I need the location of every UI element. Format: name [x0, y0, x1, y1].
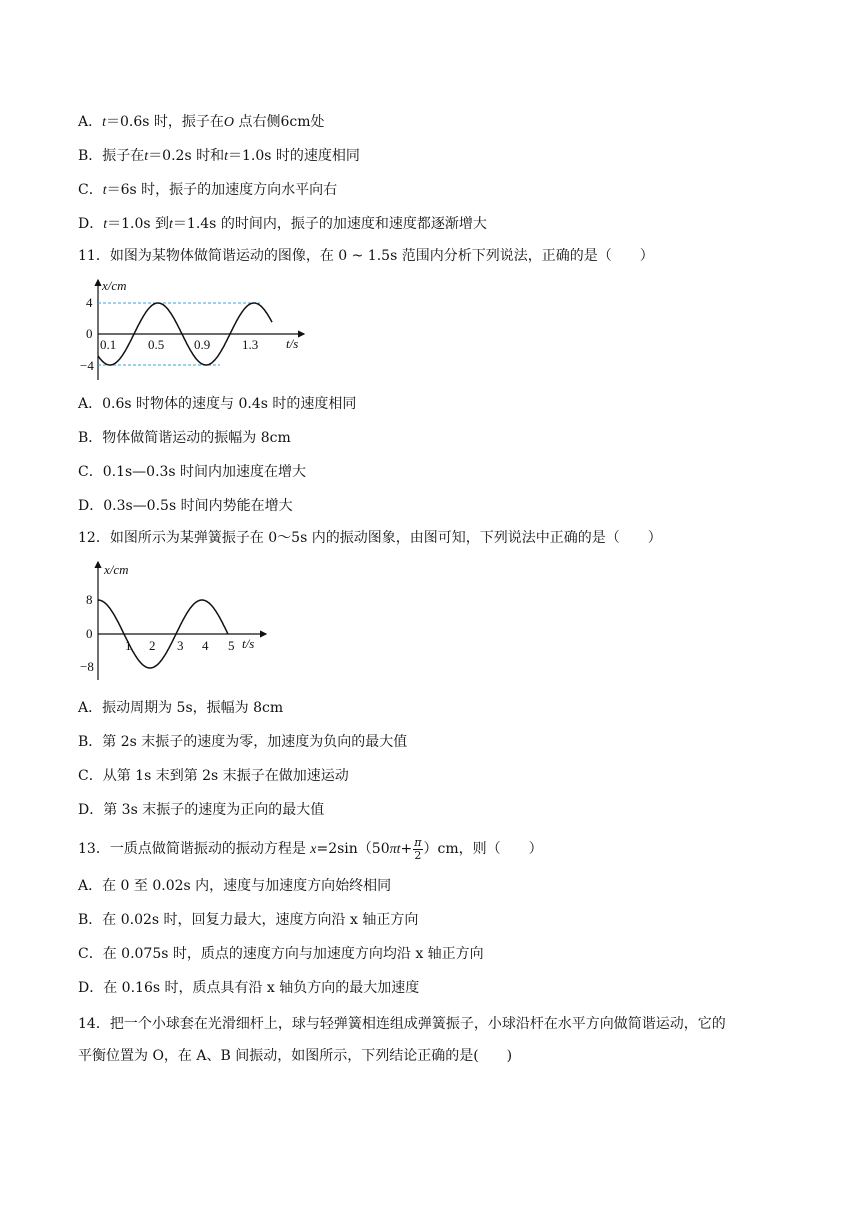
math-t: t [224, 149, 228, 164]
q12-ylabel: x/cm [104, 562, 129, 577]
q11-ytick-neg4: −4 [80, 358, 94, 373]
q12-xtick-4: 4 [202, 638, 209, 653]
q11-stem: 11．如图为某物体做简谐运动的图像，在 0 ~ 1.5s 范围内分析下列说法，正确的是（ ） [78, 248, 654, 264]
q12-ytick-0: 0 [86, 626, 93, 641]
q13-option-c: C．在 0.075s 时，质点的速度方向与加速度方向均沿 x 轴正方向 [78, 946, 484, 962]
q10-option-d [78, 214, 487, 235]
text: + [400, 841, 413, 857]
q11-ytick-4: 4 [86, 295, 93, 310]
text: ＝0.2s 时和 [148, 148, 225, 164]
opt-label: A． [78, 114, 103, 130]
math-t: t [102, 115, 107, 130]
math-o: O [223, 115, 235, 130]
q11-graph [80, 276, 320, 382]
q12-option-b: B．第 2s 末振子的速度为零，加速度为负向的最大值 [78, 734, 408, 750]
q11-xlabel: t/s [286, 336, 299, 351]
text: ＝6s 时，振子的加速度方向水平向右 [106, 182, 338, 198]
text: ＝1.0s 时的速度相同 [227, 148, 360, 164]
text: B．振子在 [78, 148, 145, 164]
text: ＝1.0s 到 [107, 216, 170, 232]
math-t: t [169, 217, 173, 232]
q11-ylabel: x/cm [102, 278, 127, 293]
text: ＝1.4s 的时间内，振子的加速度和速度都逐渐增大 [172, 216, 487, 232]
q12-xtick-5: 5 [228, 638, 235, 653]
q13-stem [78, 836, 543, 863]
q10-option-b [78, 146, 360, 167]
text: 6cm [280, 114, 311, 130]
q12-graph [80, 558, 270, 684]
frac-num: π [414, 835, 422, 849]
q12-option-c: C．从第 1s 末到第 2s 末振子在做加速运动 [78, 768, 349, 784]
q13-option-a: A．在 0 至 0.02s 内，速度与加速度方向始终相同 [78, 878, 392, 894]
text: ＝0.6s 时，振子在 [106, 114, 224, 130]
q14-stem-line2: 平衡位置为 O，在 A、B 间振动，如图所示，下列结论正确的是( ) [78, 1048, 513, 1064]
frac-den: 2 [414, 848, 422, 862]
q13-option-d: D．在 0.16s 时，质点具有沿 x 轴负方向的最大加速度 [78, 980, 420, 996]
text: ）cm，则（ ） [423, 841, 543, 857]
q11-option-c: C．0.1s—0.3s 时间内加速度在增大 [78, 464, 307, 480]
text: 点右侧 [234, 114, 281, 130]
opt-label: C． [78, 182, 103, 198]
text: =2sin（50 [316, 841, 390, 857]
q11-xtick-0.1: 0.1 [100, 337, 117, 352]
math-t: t [144, 149, 149, 164]
q12-xtick-2: 2 [149, 638, 156, 653]
math-x: x [310, 842, 317, 857]
opt-label: D． [78, 216, 104, 232]
q11-xtick-1.3: 1.3 [242, 337, 259, 352]
q12-ytick-neg8: −8 [80, 659, 94, 674]
q10-option-a [78, 112, 325, 133]
q11-xtick-0.5: 0.5 [148, 337, 165, 352]
q13-option-b: B．在 0.02s 时，回复力最大，速度方向沿 x 轴正方向 [78, 912, 419, 928]
q12-xtick-3: 3 [177, 638, 184, 653]
fraction-pi-over-2 [413, 837, 422, 862]
q11-option-d: D．0.3s—0.5s 时间内势能在增大 [78, 498, 293, 514]
q12-ytick-8: 8 [86, 592, 93, 607]
math-pit: πt [389, 842, 401, 857]
q12-option-d: D．第 3s 末振子的速度为正向的最大值 [78, 802, 325, 818]
q10-option-c [78, 180, 337, 201]
q11-option-a: A．0.6s 时物体的速度与 0.4s 时的速度相同 [78, 396, 357, 412]
q11-option-b: B．物体做简谐运动的振幅为 8cm [78, 430, 291, 446]
q11-ytick-0: 0 [86, 326, 93, 341]
text: 处 [310, 114, 325, 130]
q12-option-a: A．振动周期为 5s，振幅为 8cm [78, 700, 284, 716]
q12-xtick-1: 1 [125, 638, 132, 653]
math-t: t [103, 217, 108, 232]
q12-xlabel: t/s [242, 636, 255, 651]
q14-stem-line1: 14．把一个小球套在光滑细杆上，球与轻弹簧相连组成弹簧振子，小球沿杆在水平方向做简谐运动，它的 [78, 1016, 726, 1032]
math-t: t [102, 183, 107, 198]
text: 13．一质点做简谐振动的振动方程是 [78, 841, 311, 857]
q11-xtick-0.9: 0.9 [194, 337, 211, 352]
q12-stem: 12．如图所示为某弹簧振子在 0～5s 内的振动图象，由图可知，下列说法中正确的是（ ） [78, 530, 662, 546]
